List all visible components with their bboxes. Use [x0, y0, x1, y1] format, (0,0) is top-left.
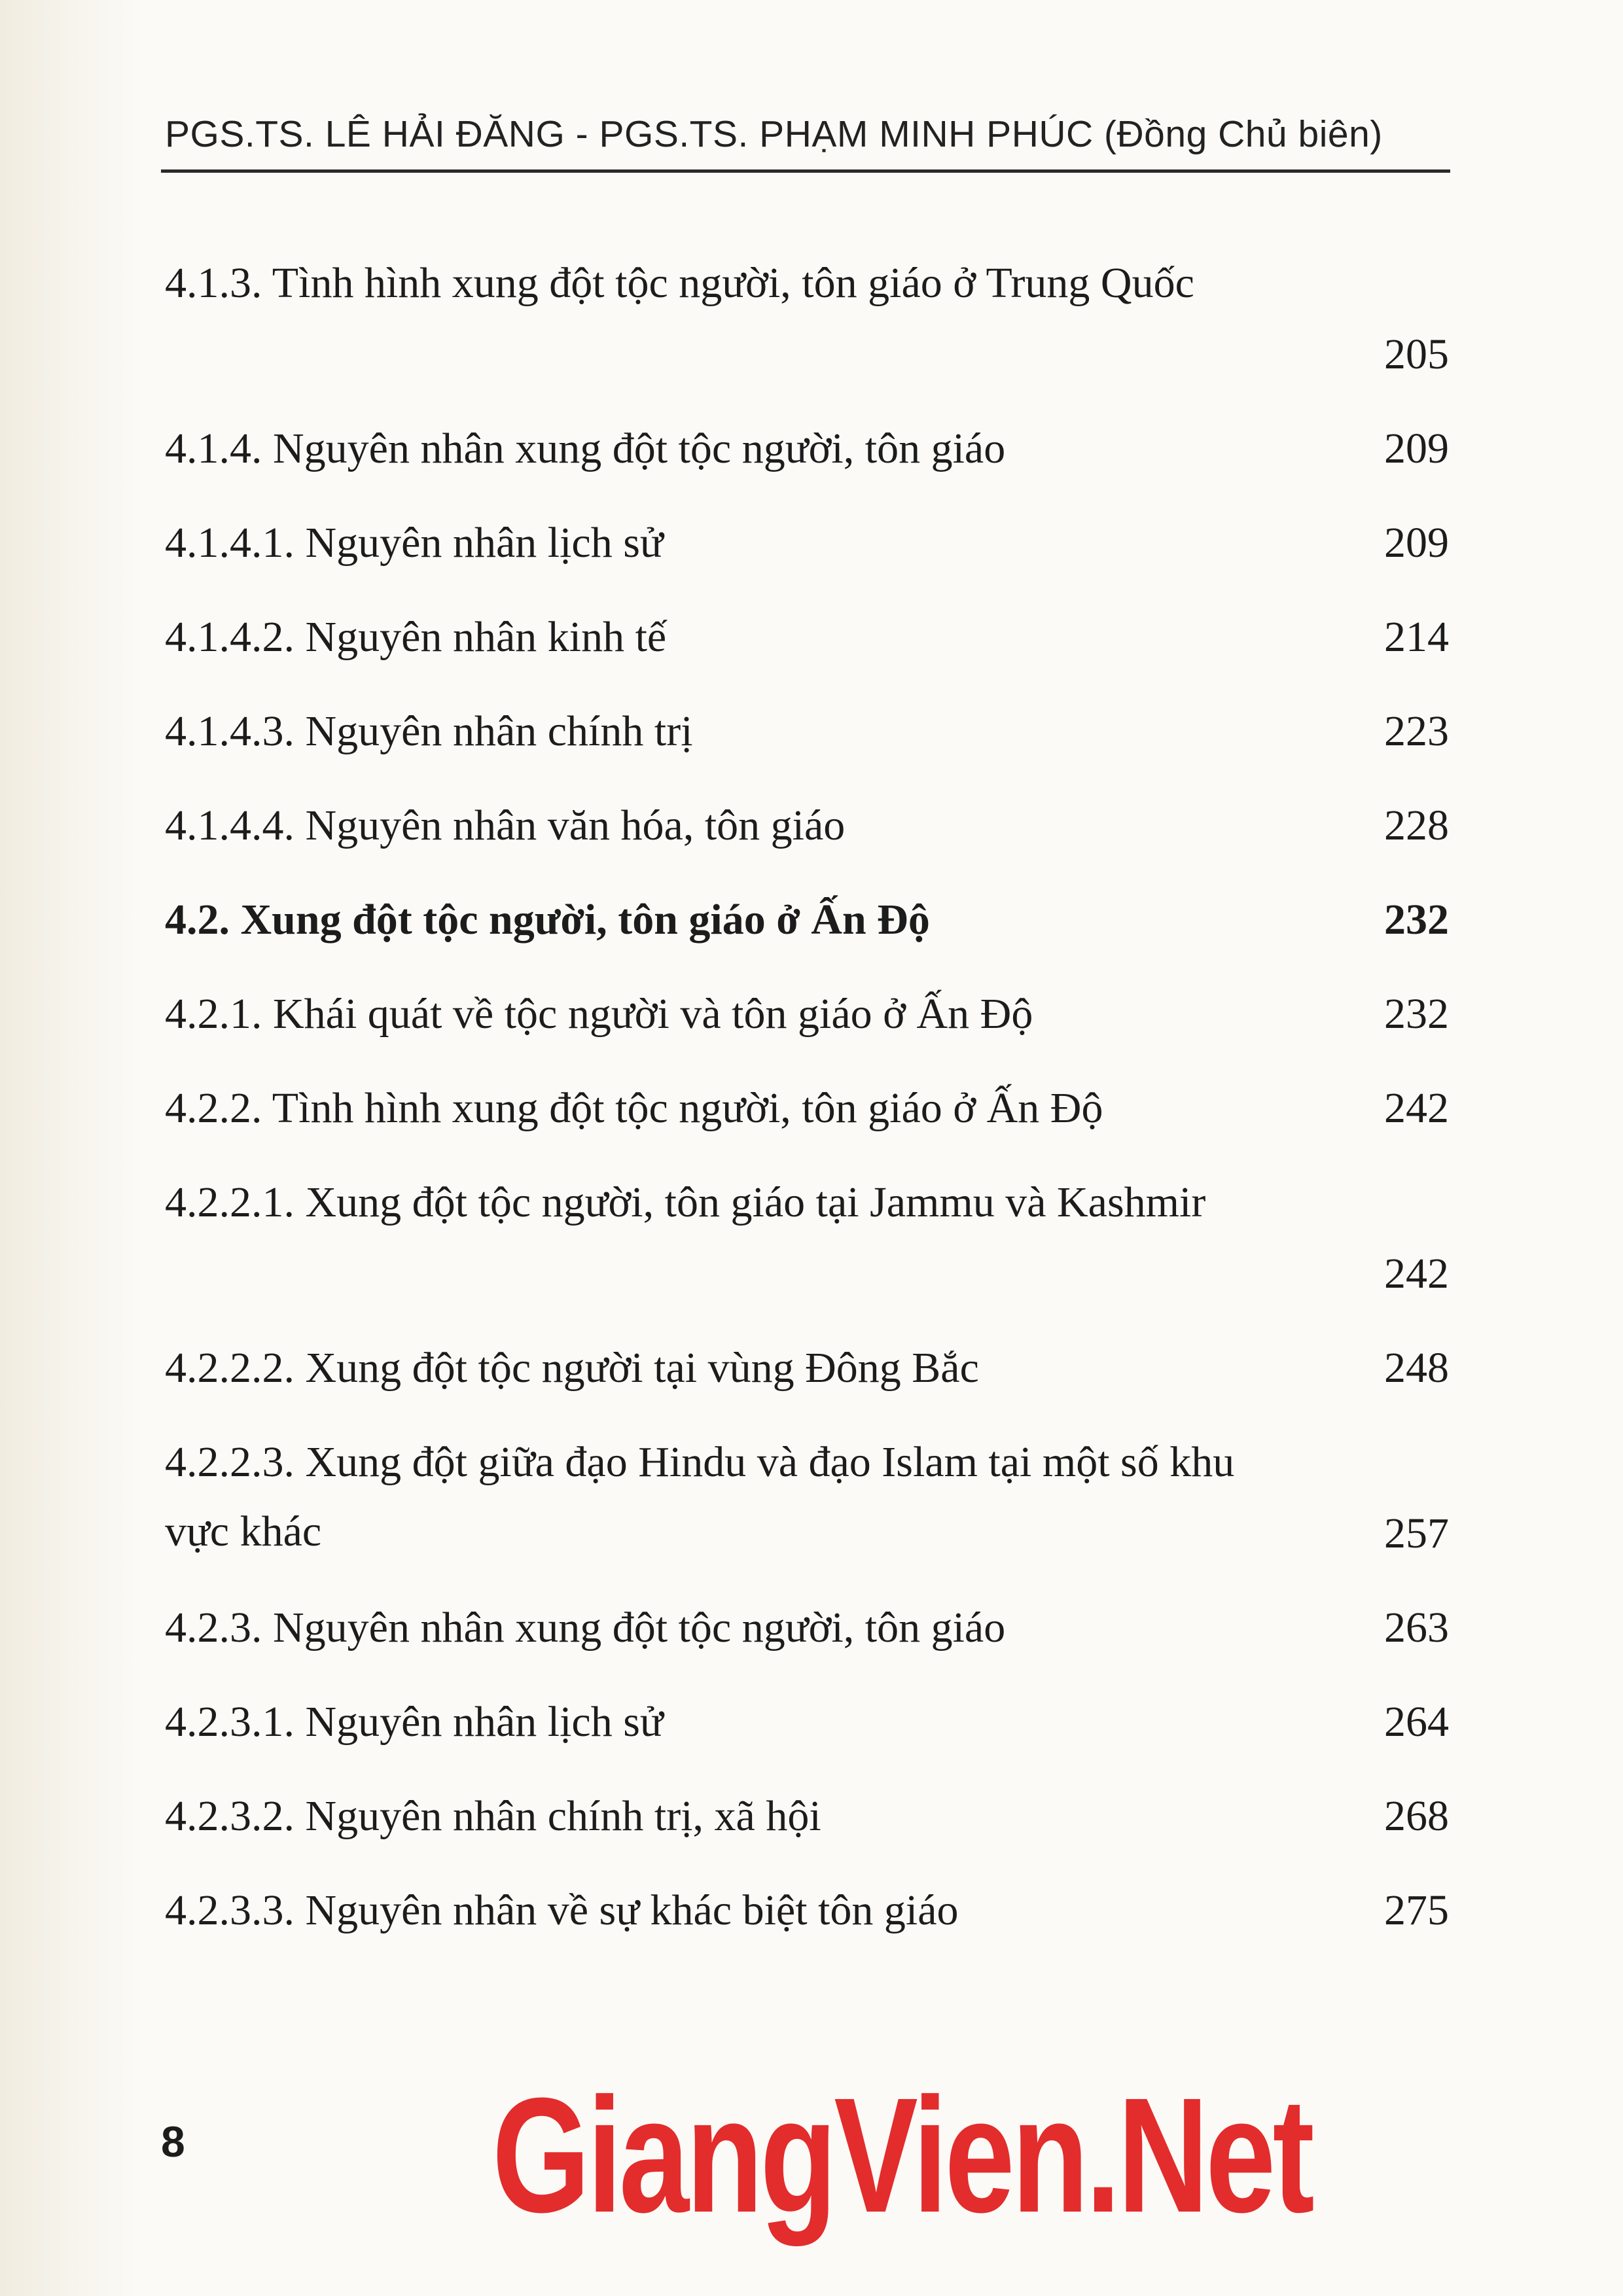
toc-entry-title: 4.1.4.3. Nguyên nhân chính trị — [165, 707, 693, 755]
toc-entry-page: 223 — [1384, 707, 1449, 755]
toc-entry-page: 248 — [1384, 1344, 1449, 1392]
running-header: PGS.TS. LÊ HẢI ĐĂNG - PGS.TS. PHẠM MINH PHÚC (Đồng Chủ biên) — [165, 113, 1383, 155]
toc-entry-title: 4.2.3. Nguyên nhân xung đột tộc người, tôn giáo — [165, 1604, 1006, 1651]
toc-entry-title: 4.2.3.3. Nguyên nhân về sự khác biệt tôn giáo — [165, 1886, 959, 1934]
toc-entry-title: 4.2.2. Tình hình xung đột tộc người, tôn giáo ở Ấn Độ — [165, 1084, 1103, 1132]
page-edge-shadow — [0, 0, 137, 2296]
toc-entry-page: 209 — [1384, 519, 1449, 567]
toc-entry-page: 257 — [1384, 1510, 1449, 1557]
toc-entry — [165, 249, 1449, 389]
toc-entry-page: 275 — [1384, 1886, 1449, 1934]
page-number: 8 — [161, 2117, 185, 2166]
toc-entry — [165, 508, 1449, 578]
toc-entry — [165, 1333, 1449, 1403]
toc-entry-page: 263 — [1384, 1604, 1449, 1651]
toc-entry-title: 4.2.3.1. Nguyên nhân lịch sử — [165, 1698, 664, 1746]
toc-entry-title: 4.1.4.1. Nguyên nhân lịch sử — [165, 519, 664, 567]
toc-entry — [165, 697, 1449, 766]
toc-entry — [165, 1168, 1449, 1309]
toc-entry — [165, 1876, 1449, 1945]
watermark-logo: GiangVien.Net — [492, 2064, 1312, 2246]
toc-entry-page: 242 — [1384, 1084, 1449, 1132]
toc-entry-title: 4.2.2.1. Xung đột tộc người, tôn giáo tại Jammu và Kashmir — [165, 1178, 1206, 1226]
toc-entry-title: 4.1.3. Tình hình xung đột tộc người, tôn giáo ở Trung Quốc — [165, 259, 1194, 307]
toc-entry-page: 209 — [1384, 425, 1449, 472]
toc-entry-page: 228 — [1384, 802, 1449, 849]
toc-entry — [165, 791, 1449, 860]
toc-entry-page: 242 — [1384, 1250, 1449, 1298]
table-of-contents — [165, 249, 1449, 1970]
toc-entry-title: 4.2.2.3. Xung đột giữa đạo Hindu và đạo Islam tại một số khu vực khác — [165, 1438, 1235, 1555]
header-rule — [161, 169, 1450, 173]
toc-entry-title: 4.2.2.2. Xung đột tộc người tại vùng Đông Bắc — [165, 1344, 979, 1392]
toc-entry-page: 232 — [1384, 896, 1449, 944]
toc-entry-title: 4.1.4. Nguyên nhân xung đột tộc người, tôn giáo — [165, 425, 1006, 472]
toc-entry — [165, 603, 1449, 672]
toc-entry-title: 4.2.3.2. Nguyên nhân chính trị, xã hội — [165, 1792, 821, 1840]
toc-section-heading — [165, 885, 1449, 955]
toc-entry-page: 232 — [1384, 990, 1449, 1038]
toc-entry-page: 214 — [1384, 613, 1449, 661]
toc-entry — [165, 1074, 1449, 1143]
toc-entry — [165, 1593, 1449, 1663]
toc-entry-title: 4.2. Xung đột tộc người, tôn giáo ở Ấn Độ — [165, 896, 930, 944]
toc-entry-title: 4.1.4.4. Nguyên nhân văn hóa, tôn giáo — [165, 802, 846, 849]
toc-entry-title: 4.1.4.2. Nguyên nhân kinh tế — [165, 613, 667, 661]
toc-entry-title: 4.2.1. Khái quát về tộc người và tôn giáo ở Ấn Độ — [165, 990, 1033, 1038]
toc-entry — [165, 980, 1449, 1049]
toc-entry — [165, 1782, 1449, 1851]
toc-entry-page: 205 — [1384, 330, 1449, 378]
toc-entry — [165, 1687, 1449, 1757]
toc-entry — [165, 414, 1449, 484]
toc-entry-page: 264 — [1384, 1698, 1449, 1746]
toc-entry — [165, 1428, 1449, 1568]
toc-entry-page: 268 — [1384, 1792, 1449, 1840]
